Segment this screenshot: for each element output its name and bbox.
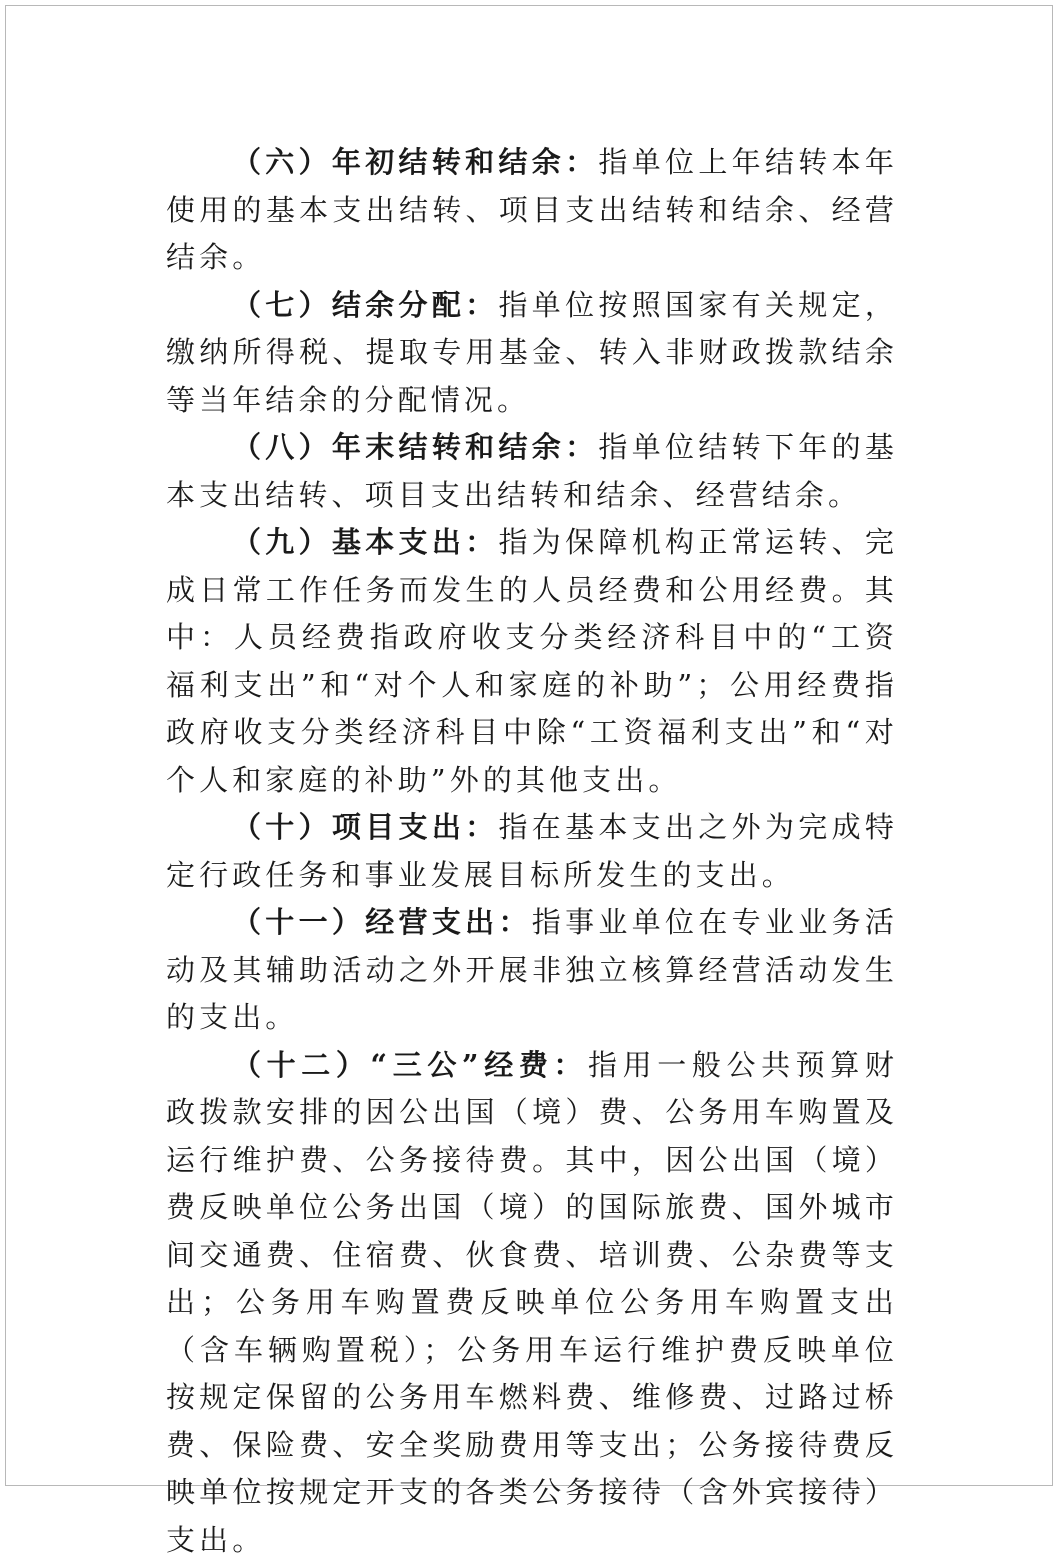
paragraph-7 <box>166 282 898 425</box>
paragraph-text: 指单位按照国家有关规定，缴纳所得税、提取专用基金、转入非财政拨款结余等当年结余的分配情况。 <box>166 288 898 417</box>
paragraph-9 <box>166 519 898 804</box>
term-heading: （十二）“三公”经费： <box>232 1048 588 1082</box>
paragraph-8 <box>166 424 898 519</box>
paragraph-12 <box>166 1042 898 1564</box>
term-heading: （九）基本支出： <box>232 525 498 559</box>
paragraph-text: 指用一般公共预算财政拨款安排的因公出国（境）费、公务用车购置及运行维护费、公务接待费。其中，因公出国（境）费反映单位公务出国（境）的国际旅费、国外城市间交通费、住宿费、伙食费、培训费、公杂费等支出；公务用车购置费反映单位公务用车购置支出（含车辆购置税）；公务用车运行维护费反映单位按规定保留的公务用车燃料费、维修费、过路过桥费、保险费、安全奖励费用等支出；公务接待费反映单位按规定开支的各类公务接待（含外宾接待）支出。 <box>166 1048 898 1557</box>
paragraph-text: 指单位结转下年的基本支出结转、项目支出结转和结余、经营结余。 <box>166 430 898 512</box>
paragraph-text: 指事业单位在专业业务活动及其辅助活动之外开展非独立核算经营活动发生的支出。 <box>166 905 898 1034</box>
paragraph-11 <box>166 899 898 1042</box>
paragraph-text: 指在基本支出之外为完成特定行政任务和事业发展目标所发生的支出。 <box>166 810 898 892</box>
term-heading: （六）年初结转和结余： <box>232 145 598 179</box>
term-heading: （七）结余分配： <box>232 288 498 322</box>
term-heading: （八）年末结转和结余： <box>232 430 598 464</box>
document-body <box>166 139 898 1564</box>
paragraph-6 <box>166 139 898 282</box>
paragraph-text: 指单位上年结转本年使用的基本支出结转、项目支出结转和结余、经营结余。 <box>166 145 898 274</box>
paragraph-10 <box>166 804 898 899</box>
term-heading: （十一）经营支出： <box>232 905 532 939</box>
paragraph-text: 指为保障机构正常运转、完成日常工作任务而发生的人员经费和公用经费。其中：人员经费指政府收支分类经济科目中的“工资福利支出”和“对个人和家庭的补助”；公用经费指政府收支分类经济科目中除“工资福利支出”和“对个人和家庭的补助”外的其他支出。 <box>166 525 898 797</box>
term-heading: （十）项目支出： <box>232 810 498 844</box>
